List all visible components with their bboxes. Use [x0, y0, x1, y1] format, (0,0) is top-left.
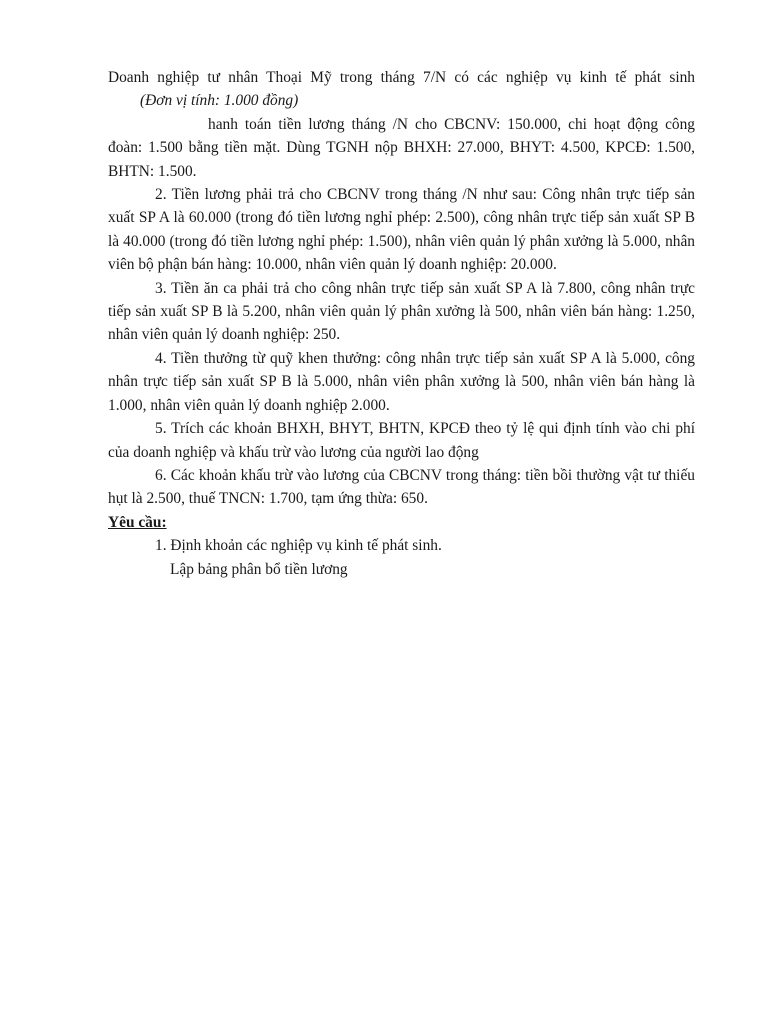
document-page [108, 66, 695, 581]
intro-paragraph: Doanh nghiệp tư nhân Thoại Mỹ trong tháng 7/N có các nghiệp vụ kinh tế phát sinh [108, 69, 695, 86]
transaction-item-2: 2. Tiền lương phải trả cho CBCNV trong tháng /N như sau: Công nhân trực tiếp sản xuất SP A là 60.000 (trong đó tiền lương nghỉ phép: 2.500), công nhân trực tiếp sản xuất SP B là 40.000 (trong đó tiền lương nghỉ phép: 1.500), nhân viên quản lý phân xưởng là 5.000, nhân viên bộ phận bán hàng: 10.000, nhân viên quản lý doanh nghiệp: 20.000. [108, 186, 695, 274]
transaction-item-6: 6. Các khoản khấu trừ vào lương của CBCNV trong tháng: tiền bồi thường vật tư thiếu hụt là 2.500, thuế TNCN: 1.700, tạm ứng thừa: 650. [108, 466, 695, 508]
unit-note: (Đơn vị tính: 1.000 đồng) [140, 92, 299, 110]
transaction-item-3: 3. Tiền ăn ca phải trả cho công nhân trực tiếp sản xuất SP A là 7.800, công nhân trực tiếp sản xuất SP B là 5.200, nhân viên quản lý phân xưởng là 500, nhân viên bán hàng: 1.250, nhân viên quản lý doanh nghiệp: 250. [108, 279, 695, 344]
transaction-item-4: 4. Tiền thưởng từ quỹ khen thưởng: công nhân trực tiếp sản xuất SP A là 5.000, công nhân trực tiếp sản xuất SP B là 5.000, nhân viên phân xưởng là 500, nhân viên bán hàng là 1.000, nhân viên quản lý doanh nghiệp 2.000. [108, 349, 695, 414]
transaction-item-1: hanh toán tiền lương tháng /N cho CBCNV: 150.000, chi hoạt động công đoàn: 1.500 bằng tiền mặt. Dùng TGNH nộp BHXH: 27.000, BHYT: 4.500, KPCĐ: 1.500, BHTN: 1.500. [108, 115, 695, 180]
requirement-item-2: Lập bảng phân bổ tiền lương [170, 560, 348, 578]
requirements-heading: Yêu cầu: [108, 513, 167, 531]
requirement-item-1: 1. Định khoản các nghiệp vụ kinh tế phát sinh. [155, 537, 442, 555]
transaction-item-5: 5. Trích các khoản BHXH, BHYT, BHTN, KPCĐ theo tỷ lệ qui định tính vào chi phí của doanh nghiệp và khấu trừ vào lương của người lao động [108, 420, 695, 461]
